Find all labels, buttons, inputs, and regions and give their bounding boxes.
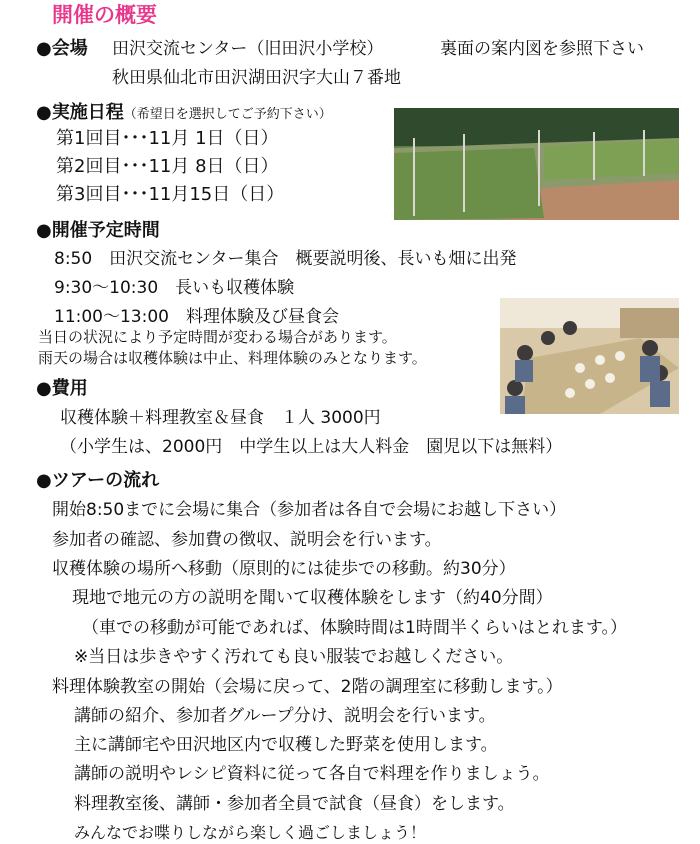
schedule-heading-label: ●実施日程	[36, 102, 124, 123]
flow-line: みんなでお喋りしながら楽しく過ごしましょう！	[74, 823, 427, 842]
fee-sub: （小学生は、2000円 中学生以上は大人料金 園児以下は無料）	[60, 437, 563, 457]
time-item: 9:30〜10:30 長いも収穫体験	[54, 278, 295, 298]
flow-line: 主に講師宅や田沢地区内で収穫した野菜を使用します。	[74, 735, 498, 755]
cooking-photo	[500, 298, 679, 414]
times-heading: ●開催予定時間	[36, 220, 160, 241]
venue-heading: ●会場	[36, 38, 88, 59]
flow-line: 収穫体験の場所へ移動（原則的には徒歩での移動。約30分）	[52, 559, 516, 579]
schedule-date: 第2回目･･･11月 8日（日）	[56, 156, 279, 177]
flow-line: 参加者の確認、参加費の徴収、説明会を行います。	[52, 530, 442, 550]
flow-line: 料理教室後、講師・参加者全員で試食（昼食）をします。	[74, 794, 515, 814]
fee-heading: ●費用	[36, 378, 88, 399]
flow-line: 料理体験教室の開始（会場に戻って、2階の調理室に移動します。）	[52, 677, 563, 697]
venue-name: 田沢交流センター（旧田沢小学校）	[112, 39, 384, 59]
flow-line: 開始8:50までに会場に集合（参加者は各自で会場にお越し下さい）	[52, 500, 567, 520]
times-note: 当日の状況により予定時間が変わる場合があります。	[38, 328, 397, 346]
flow-line: ※当日は歩きやすく汚れても良い服装でお越しください。	[74, 647, 514, 667]
fee-main: 収穫体験＋料理教室＆昼食 １人 3000円	[60, 408, 381, 428]
schedule-heading	[36, 104, 332, 122]
flow-line: 現地で地元の方の説明を聞いて収穫体験をします（約40分間）	[72, 588, 553, 608]
schedule-date: 第3回目･･･11月15日（日）	[56, 184, 285, 205]
flow-line: 講師の紹介、参加者グループ分け、説明会を行います。	[74, 706, 496, 726]
flow-line: 講師の説明やレシピ資料に従って各自で料理を作りましょう。	[74, 764, 550, 784]
time-item: 8:50 田沢交流センター集合 概要説明後、長いも畑に出発	[54, 249, 517, 269]
times-note: 雨天の場合は収穫体験は中止、料理体験のみとなります。	[38, 349, 427, 367]
page-title: 開催の概要	[52, 3, 157, 27]
flow-heading: ●ツアーの流れ	[36, 470, 160, 491]
time-item: 11:00〜13:00 料理体験及び昼食会	[54, 307, 339, 327]
schedule-date: 第1回目･･･11月 1日（日）	[56, 128, 279, 149]
venue-address: 秋田県仙北市田沢湖田沢字大山７番地	[112, 68, 401, 88]
field-photo	[394, 108, 679, 220]
flow-line: （車での移動が可能であれば、体験時間は1時間半くらいはとれます。）	[82, 618, 627, 638]
venue-map-note: 裏面の案内図を参照下さい	[440, 39, 644, 59]
schedule-note: （希望日を選択してご予約下さい）	[123, 107, 332, 122]
